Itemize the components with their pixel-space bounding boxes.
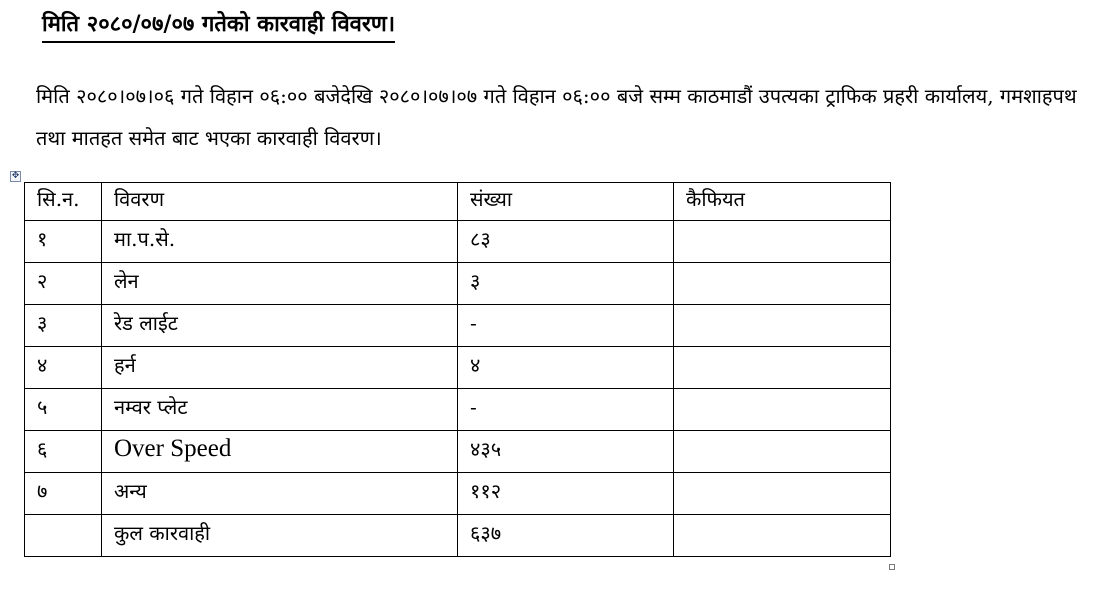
cell-remarks bbox=[674, 431, 891, 473]
table-row bbox=[25, 431, 891, 473]
cell-description: हर्न bbox=[102, 347, 458, 389]
header-remarks: कैफियत bbox=[674, 183, 891, 221]
cell-serial-number: ५ bbox=[25, 389, 102, 431]
move-cross-icon[interactable]: ✥ bbox=[11, 171, 20, 181]
table-row bbox=[25, 389, 891, 431]
cell-remarks bbox=[674, 347, 891, 389]
total-label: कुल कारवाही bbox=[102, 515, 458, 557]
cell-serial-number: १ bbox=[25, 221, 102, 263]
cell-description: अन्य bbox=[102, 473, 458, 515]
table-total-row bbox=[25, 515, 891, 557]
resize-square-icon[interactable] bbox=[889, 564, 895, 570]
header-description: विवरण bbox=[102, 183, 458, 221]
total-count: ६३७ bbox=[458, 515, 674, 557]
cell-description: नम्वर प्लेट bbox=[102, 389, 458, 431]
cell-remarks bbox=[674, 389, 891, 431]
cell-count: ४३५ bbox=[458, 431, 674, 473]
table-row bbox=[25, 347, 891, 389]
page-title: मिति २०८०/०७/०७ गतेको कारवाही विवरण। bbox=[42, 8, 395, 43]
table-header-row bbox=[25, 183, 891, 221]
cell-remarks bbox=[674, 515, 891, 557]
cell-description: Over Speed bbox=[102, 431, 458, 473]
table-row bbox=[25, 473, 891, 515]
cell-count: - bbox=[458, 305, 674, 347]
cell-count: ८३ bbox=[458, 221, 674, 263]
cell-count: ११२ bbox=[458, 473, 674, 515]
table-row bbox=[25, 305, 891, 347]
cell-serial-number: २ bbox=[25, 263, 102, 305]
table-row bbox=[25, 221, 891, 263]
intro-paragraph: मिति २०८०।०७।०६ गते विहान ०६:०० बजेदेखि २०८०।०७।०७ गते विहान ०६:०० बजे सम्म काठमाडौं उपत्यका ट्राफिक प्रहरी कार्यालय, गमशाहपथ तथा मातहत समेत बाट भएका कारवाही विवरण। bbox=[36, 84, 1077, 150]
cell-serial-number: ३ bbox=[25, 305, 102, 347]
cell-description: मा.प.से. bbox=[102, 221, 458, 263]
header-count: संख्या bbox=[458, 183, 674, 221]
cell-remarks bbox=[674, 473, 891, 515]
header-serial-number: सि.न. bbox=[25, 183, 102, 221]
cell-count: ३ bbox=[458, 263, 674, 305]
cell-remarks bbox=[674, 305, 891, 347]
cell-serial-number: ६ bbox=[25, 431, 102, 473]
cell-description: लेन bbox=[102, 263, 458, 305]
cell-serial-number bbox=[25, 515, 102, 557]
cell-count: ४ bbox=[458, 347, 674, 389]
action-report-table bbox=[24, 182, 891, 557]
cell-serial-number: ७ bbox=[25, 473, 102, 515]
cell-serial-number: ४ bbox=[25, 347, 102, 389]
cell-remarks bbox=[674, 221, 891, 263]
cell-remarks bbox=[674, 263, 891, 305]
cell-count: - bbox=[458, 389, 674, 431]
table-row bbox=[25, 263, 891, 305]
cell-description: रेड लाईट bbox=[102, 305, 458, 347]
